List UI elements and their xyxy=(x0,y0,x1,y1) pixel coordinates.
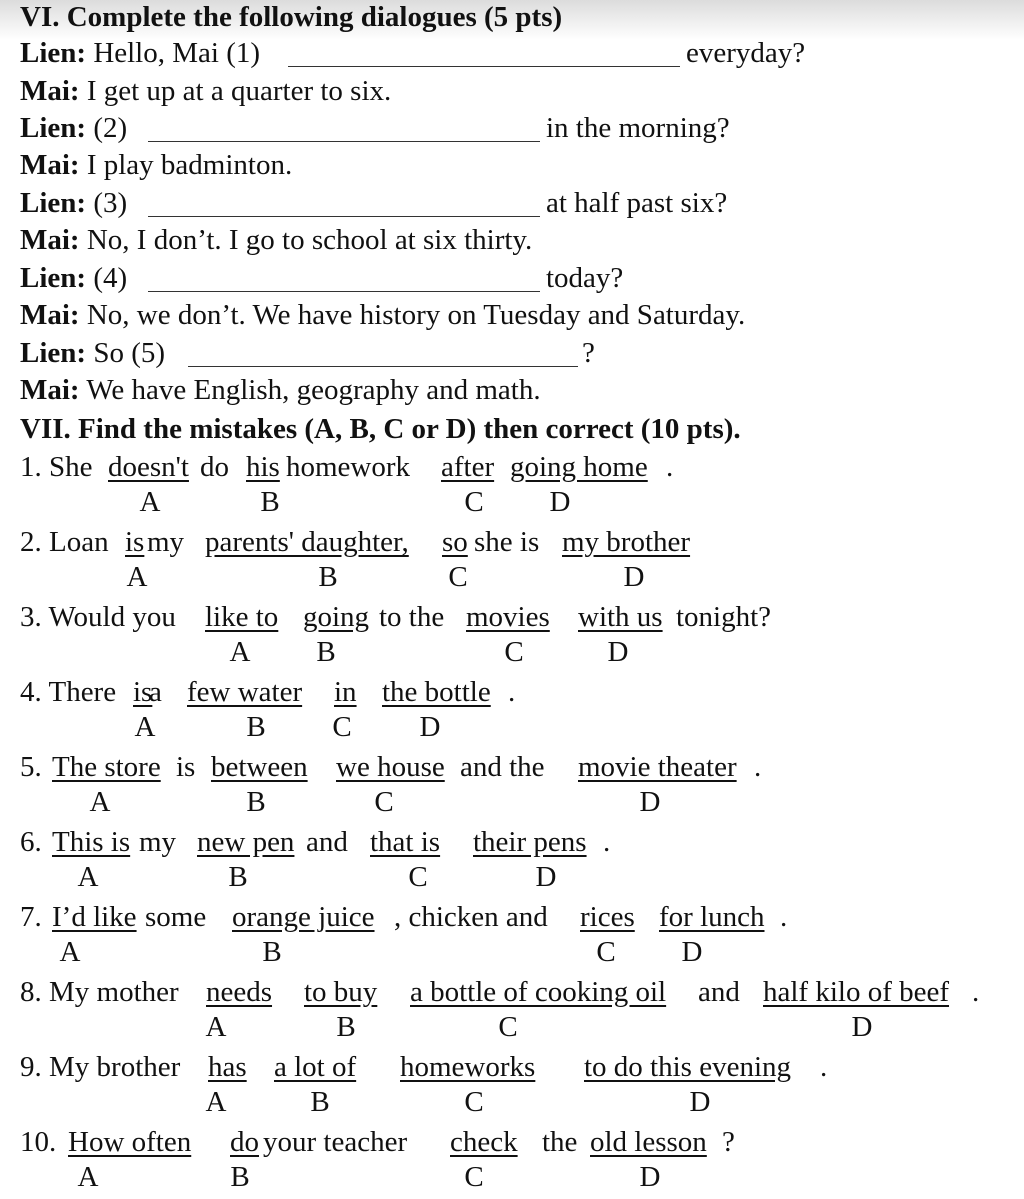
dialogue-line-6 xyxy=(20,223,532,257)
option-letter-A: A xyxy=(126,561,148,593)
option-letter-C: C xyxy=(374,786,394,818)
option-letter-A: A xyxy=(59,936,81,968)
underlined-option-C: rices xyxy=(580,901,635,933)
underlined-option-D: going home xyxy=(510,451,648,483)
question-text: 6. xyxy=(20,826,42,858)
question-text: homework xyxy=(286,451,411,483)
underlined-option-C: so xyxy=(442,526,468,558)
question-text: and xyxy=(698,976,740,1008)
question-text: 8. My mother xyxy=(20,976,179,1008)
question-text: she is xyxy=(474,526,540,558)
question-text: some xyxy=(145,901,207,933)
option-letter-D: D xyxy=(549,486,571,518)
answer-blank-1[interactable] xyxy=(288,66,680,67)
option-letter-D: D xyxy=(681,936,703,968)
underlined-option-C: after xyxy=(441,451,495,483)
option-letter-A: A xyxy=(134,711,156,743)
underlined-option-D: for lunch xyxy=(659,901,765,933)
speaker: Mai: xyxy=(20,149,80,181)
option-letter-D: D xyxy=(623,561,645,593)
underlined-option-D: movie theater xyxy=(578,751,737,783)
underlined-option-C: homeworks xyxy=(400,1051,536,1083)
question-text: . xyxy=(780,901,788,933)
speaker: Mai: xyxy=(20,374,80,406)
option-letter-B: B xyxy=(246,786,266,818)
underlined-option-D: the bottle xyxy=(382,676,491,708)
underlined-option-C: that is xyxy=(370,826,441,858)
question-text: 2. Loan xyxy=(20,526,109,558)
underlined-option-B: parents' daughter, xyxy=(205,526,409,558)
option-letter-D: D xyxy=(535,861,557,893)
question-text: 4. There xyxy=(20,676,117,708)
answer-blank-4[interactable] xyxy=(148,291,540,292)
underlined-option-B: to buy xyxy=(304,976,378,1008)
question-text: . xyxy=(666,451,674,483)
question-text: the xyxy=(542,1126,578,1158)
dialogue-line-10 xyxy=(20,373,541,407)
underlined-option-D: their pens xyxy=(473,826,587,858)
underlined-option-A: has xyxy=(208,1051,247,1083)
option-letter-B: B xyxy=(228,861,248,893)
question-text: and xyxy=(306,826,348,858)
underlined-option-B: few water xyxy=(187,676,303,708)
underlined-option-B: going xyxy=(303,601,370,633)
speaker: Lien: xyxy=(20,262,87,294)
dialogue-line-3 xyxy=(20,111,127,145)
option-letter-B: B xyxy=(310,1086,330,1118)
question-text: my xyxy=(147,526,185,558)
speaker: Mai: xyxy=(20,75,80,107)
dialogue-text: We have English, geography and math. xyxy=(86,374,541,406)
prompt-after: today? xyxy=(546,262,624,294)
underlined-option-A: The store xyxy=(52,751,161,783)
question-text: 7. xyxy=(20,901,42,933)
dialogue-line-5 xyxy=(20,186,127,220)
option-letter-B: B xyxy=(336,1011,356,1043)
prompt-before: (4) xyxy=(93,262,128,294)
underlined-option-A: This is xyxy=(52,826,131,858)
option-letter-A: A xyxy=(229,636,251,668)
underlined-option-B: do xyxy=(230,1126,259,1158)
prompt-before: So (5) xyxy=(93,337,166,369)
prompt-before: Hello, Mai (1) xyxy=(93,37,261,69)
question-text: a xyxy=(149,676,162,708)
question-text: 10. xyxy=(20,1126,57,1158)
option-letter-B: B xyxy=(246,711,266,743)
speaker: Lien: xyxy=(20,37,87,69)
question-text: do xyxy=(200,451,229,483)
question-text: . xyxy=(754,751,762,783)
prompt-before: (2) xyxy=(93,112,128,144)
underlined-option-B: orange juice xyxy=(232,901,375,933)
speaker: Mai: xyxy=(20,224,80,256)
question-text: 9. My brother xyxy=(20,1051,181,1083)
underlined-option-B: new pen xyxy=(197,826,295,858)
option-letter-B: B xyxy=(260,486,280,518)
prompt-after: in the morning? xyxy=(546,112,730,144)
underlined-option-D: with us xyxy=(578,601,663,633)
option-letter-D: D xyxy=(419,711,441,743)
underlined-option-D: my brother xyxy=(562,526,691,558)
option-letter-A: A xyxy=(77,1161,99,1193)
option-letter-D: D xyxy=(851,1011,873,1043)
question-text: 5. xyxy=(20,751,42,783)
underlined-option-A: I’d like xyxy=(52,901,137,933)
dialogue-text: I play badminton. xyxy=(86,149,293,181)
answer-blank-3[interactable] xyxy=(148,216,540,217)
question-text: to the xyxy=(379,601,445,633)
speaker: Lien: xyxy=(20,112,87,144)
prompt-after: ? xyxy=(582,337,595,369)
dialogue-line-4 xyxy=(20,148,292,182)
underlined-option-C: we house xyxy=(336,751,445,783)
option-letter-C: C xyxy=(504,636,524,668)
prompt-after: at half past six? xyxy=(546,187,728,219)
question-text: . xyxy=(603,826,611,858)
underlined-option-D: old lesson xyxy=(590,1126,707,1158)
dialogue-line-2 xyxy=(20,74,391,108)
option-letter-C: C xyxy=(464,1161,484,1193)
dialogue-text: No, I don’t. I go to school at six thirty. xyxy=(86,224,533,256)
option-letter-A: A xyxy=(89,786,111,818)
option-letter-A: A xyxy=(77,861,99,893)
dialogue-line-9 xyxy=(20,336,165,370)
option-letter-B: B xyxy=(318,561,338,593)
question-text: ? xyxy=(722,1126,735,1158)
option-letter-C: C xyxy=(498,1011,518,1043)
underlined-option-B: between xyxy=(211,751,308,783)
underlined-option-C: a bottle of cooking oil xyxy=(410,976,667,1008)
question-text: your teacher xyxy=(263,1126,408,1158)
underlined-option-A: like to xyxy=(205,601,279,633)
option-letter-C: C xyxy=(332,711,352,743)
option-letter-B: B xyxy=(230,1161,250,1193)
question-text: tonight? xyxy=(676,601,772,633)
underlined-option-A: How often xyxy=(68,1126,192,1158)
question-text: my xyxy=(139,826,177,858)
underlined-option-A: is xyxy=(125,526,145,558)
option-letter-B: B xyxy=(262,936,282,968)
underlined-option-B: his xyxy=(246,451,280,483)
option-letter-C: C xyxy=(596,936,616,968)
question-text: and the xyxy=(460,751,545,783)
underlined-option-D: to do this evening xyxy=(584,1051,792,1083)
option-letter-C: C xyxy=(464,486,484,518)
option-letter-A: A xyxy=(205,1086,227,1118)
dialogue-text: I get up at a quarter to six. xyxy=(86,75,392,107)
question-text: . xyxy=(508,676,516,708)
underlined-option-A: is xyxy=(133,676,153,708)
speaker: Mai: xyxy=(20,299,80,331)
dialogue-line-1 xyxy=(20,36,260,70)
option-letter-B: B xyxy=(316,636,336,668)
question-text: 1. She xyxy=(20,451,93,483)
question-text: . xyxy=(820,1051,828,1083)
option-letter-D: D xyxy=(607,636,629,668)
dialogue-text: No, we don’t. We have history on Tuesday and Saturday. xyxy=(86,299,746,331)
option-letter-D: D xyxy=(639,1161,661,1193)
question-text: 3. Would you xyxy=(20,601,176,633)
option-letter-A: A xyxy=(205,1011,227,1043)
dialogue-line-8 xyxy=(20,298,745,332)
question-text: . xyxy=(972,976,980,1008)
option-letter-D: D xyxy=(639,786,661,818)
option-letter-C: C xyxy=(448,561,468,593)
speaker: Lien: xyxy=(20,337,87,369)
option-letter-D: D xyxy=(689,1086,711,1118)
section-vii-heading: VII. Find the mistakes (A, B, C or D) then correct (10 pts). xyxy=(20,413,741,445)
underlined-option-C: movies xyxy=(466,601,550,633)
underlined-option-A: doesn't xyxy=(108,451,189,483)
option-letter-A: A xyxy=(139,486,161,518)
underlined-option-C: check xyxy=(450,1126,518,1158)
option-letter-C: C xyxy=(408,861,428,893)
dialogue-line-7 xyxy=(20,261,127,295)
underlined-option-D: half kilo of beef xyxy=(763,976,950,1008)
answer-blank-2[interactable] xyxy=(148,141,540,142)
question-text: is xyxy=(176,751,196,783)
speaker: Lien: xyxy=(20,187,87,219)
underlined-option-B: a lot of xyxy=(274,1051,357,1083)
underlined-option-C: in xyxy=(334,676,357,708)
underlined-option-A: needs xyxy=(206,976,273,1008)
section-vi-heading: VI. Complete the following dialogues (5 pts) xyxy=(20,1,563,33)
option-letter-C: C xyxy=(464,1086,484,1118)
question-text: , chicken and xyxy=(394,901,548,933)
answer-blank-5[interactable] xyxy=(188,366,578,367)
prompt-after: everyday? xyxy=(686,37,806,69)
prompt-before: (3) xyxy=(93,187,128,219)
